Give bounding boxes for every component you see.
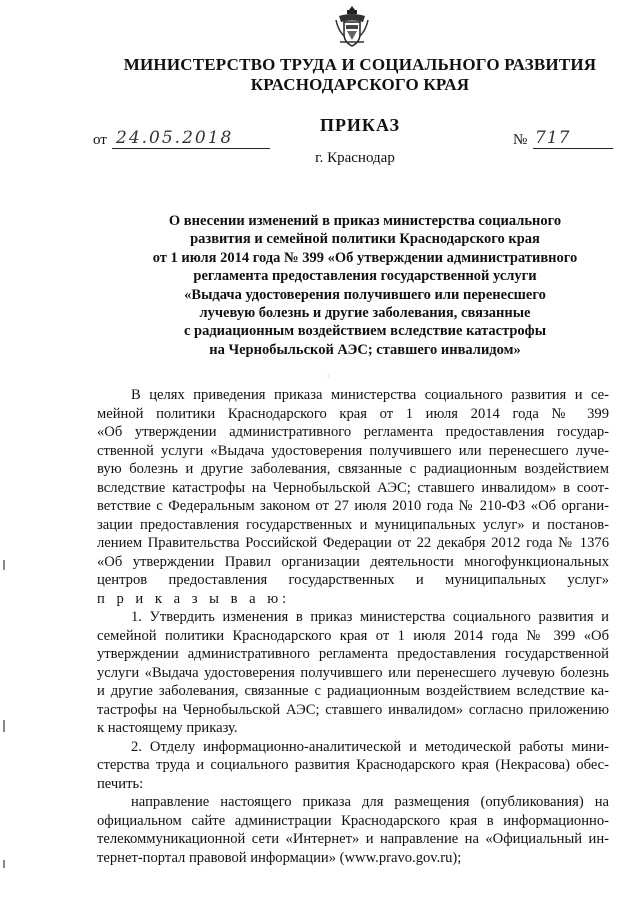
body-line: мейной политики Краснодарского края от 1 июля 2014 года № 399: [97, 405, 609, 422]
number-label: №: [513, 132, 528, 148]
body-line: к настоящему приказу.: [97, 720, 238, 736]
heading-line: развития и семейной политики Краснодарского края: [190, 231, 540, 248]
order-title: ПРИКАЗ: [319, 115, 401, 135]
body-line: услуги «Выдача удостоверения получившего или перенесшего лучевую болезнь: [97, 664, 609, 681]
body-line: тернет-портал правовой информации» (www.pravo.gov.ru);: [97, 849, 462, 866]
coat-of-arms-icon: [335, 4, 369, 48]
body-line: телекоммуникационной сети «Интернет» и направление на «Официальный ин-: [97, 831, 609, 847]
body-line: 2. Отделу информационно-аналитической и методической работы мини-: [131, 738, 609, 755]
heading-line: от 1 июля 2014 года № 399 «Об утверждении административного: [152, 249, 578, 266]
city: г. Краснодар: [315, 150, 395, 166]
body-line: В целях приведения приказа министерства социального развития и се-: [131, 387, 609, 403]
heading-line: с радиационным воздействием вследствие катастрофы: [183, 323, 547, 340]
body-line: «Об утверждении Правил организации деятельности многофункциональных: [97, 553, 609, 570]
body-line: ветствие с Федеральным законом от 27 июля 2010 года № 210-ФЗ «Об органи-: [97, 498, 609, 514]
date-label: от: [93, 132, 107, 148]
body-line: 1. Утвердить изменения в приказ министерства социального развития и: [131, 609, 609, 625]
body-line: стерства труда и социального развития Краснодарского края (Некрасова) обес-: [97, 757, 609, 773]
body-line: вследствие катастрофы на Чернобыльской АЭС; ставшего инвалидом» в соот-: [97, 479, 609, 496]
ministry-line: МИНИСТЕРСТВО ТРУДА И СОЦИАЛЬНОГО РАЗВИТИЯ: [123, 55, 597, 74]
body-line: центров предоставления государственных и муниципальных услуг»: [97, 572, 609, 588]
ministry-name: [60, 55, 640, 95]
date-value: 24.05.2018: [116, 128, 234, 148]
body-line: тастрофы на Чернобыльской АЭС; ставшего инвалидом» согласно приложению: [97, 701, 609, 718]
body-line: семейной политики Краснодарского края от 1 июля 2014 года № 399 «Об: [97, 627, 609, 644]
heading-line: лучевую болезнь и другие заболевания, связанные: [199, 305, 531, 322]
heading-line: «Выдача удостоверения получившего или перенесшего: [184, 286, 546, 303]
body-line: ственной услуги «Выдача удостоверения получившего или перенесшего луче-: [97, 442, 609, 459]
document-heading: [60, 212, 640, 359]
scan-margin-mark: [3, 860, 5, 868]
body-line: утверждении административного регламента предоставления государственной: [97, 646, 609, 662]
number-underline: [533, 148, 613, 149]
body-line: печить:: [97, 775, 144, 792]
heading-line: регламента предоставления государственной услуги: [193, 268, 537, 285]
body-line: официальном сайте администрации Краснодарского края в информационно-: [97, 812, 609, 829]
number-value: 717: [535, 128, 571, 148]
heading-line: О внесении изменений в приказ министерства социального: [168, 213, 562, 229]
body-line: направление настоящего приказа для размещения (опубликования) на: [131, 794, 609, 810]
body-line: и другие заболевания, связанные с радиационным воздействием вследствие ка-: [97, 683, 609, 699]
heading-line: на Чернобыльской АЭС; ставшего инвалидом»: [209, 341, 521, 358]
document-body: [97, 386, 609, 867]
scan-speck: ·: [327, 372, 330, 381]
body-line: вую болезнь и другие заболевания, связанные с радиационным воздействием: [97, 461, 609, 477]
scan-margin-mark: [3, 720, 5, 732]
scan-margin-mark: [3, 560, 5, 570]
ministry-line: КРАСНОДАРСКОГО КРАЯ: [250, 75, 470, 94]
body-line: «Об утверждении административного регламента предоставления государ-: [97, 424, 609, 440]
date-underline: [112, 148, 270, 149]
body-line: лением Правительства Российской Федерации от 22 декабря 2012 года № 1376: [97, 535, 609, 551]
body-line: зации предоставления государственных и муниципальных услуг» и постанов-: [97, 516, 609, 533]
decree-word: п р и к а з ы в а ю:: [97, 590, 291, 607]
